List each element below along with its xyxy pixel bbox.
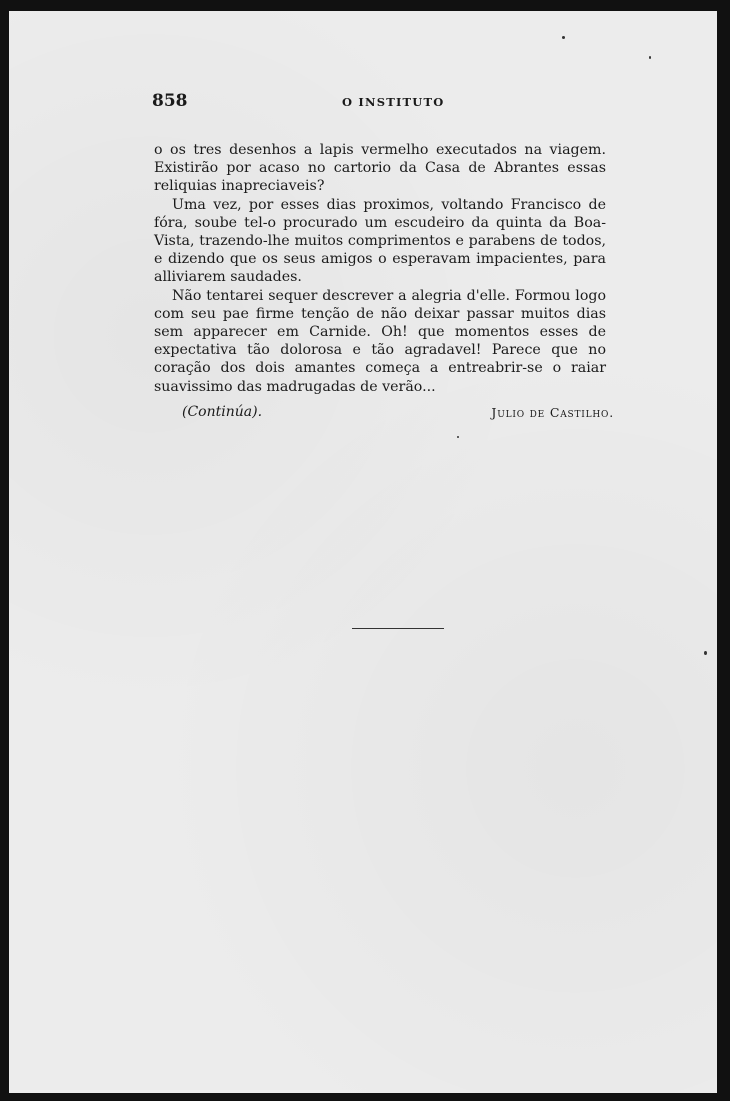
signature-row <box>174 404 614 428</box>
section-divider <box>352 628 444 629</box>
paper-speck <box>562 36 565 39</box>
paper-speck <box>649 56 651 59</box>
continued-note: (Continúa). <box>182 404 263 420</box>
paragraph-2: Uma vez, por esses dias proximos, voltando Francisco de fóra, soube tel-o procurado um escudeiro da quinta da Boa-Vista, trazendo-lhe muitos comprimentos e parabens de todos, e dizendo que os seus amigos o esperavam impacientes, para alliviarem saudades. <box>154 196 606 286</box>
page-number: 858 <box>152 91 188 111</box>
running-title: O INSTITUTO <box>342 95 445 109</box>
author-signature: Julio de Castilho. <box>491 405 614 420</box>
page-header <box>152 91 632 113</box>
paragraph-3: Não tentarei sequer descrever a alegria d'elle. Formou logo com seu pae firme tenção de não deixar passar muitos dias sem apparecer em Carnide. Oh! que momentos esses de expectativa tão dolorosa e tão agradavel! Parece que no coração dos dois amantes começa a entreabrir-se o raiar suavissimo das madrugadas de verão... <box>154 287 606 395</box>
paragraph-1: o os tres desenhos a lapis vermelho executados na viagem. Existirão por acaso no cartorio da Casa de Abrantes essas reliquias inapreciaveis? <box>154 142 606 195</box>
document-page <box>9 11 717 1093</box>
paper-speck <box>704 651 707 655</box>
paper-speck <box>457 436 459 438</box>
body-text <box>154 141 606 396</box>
